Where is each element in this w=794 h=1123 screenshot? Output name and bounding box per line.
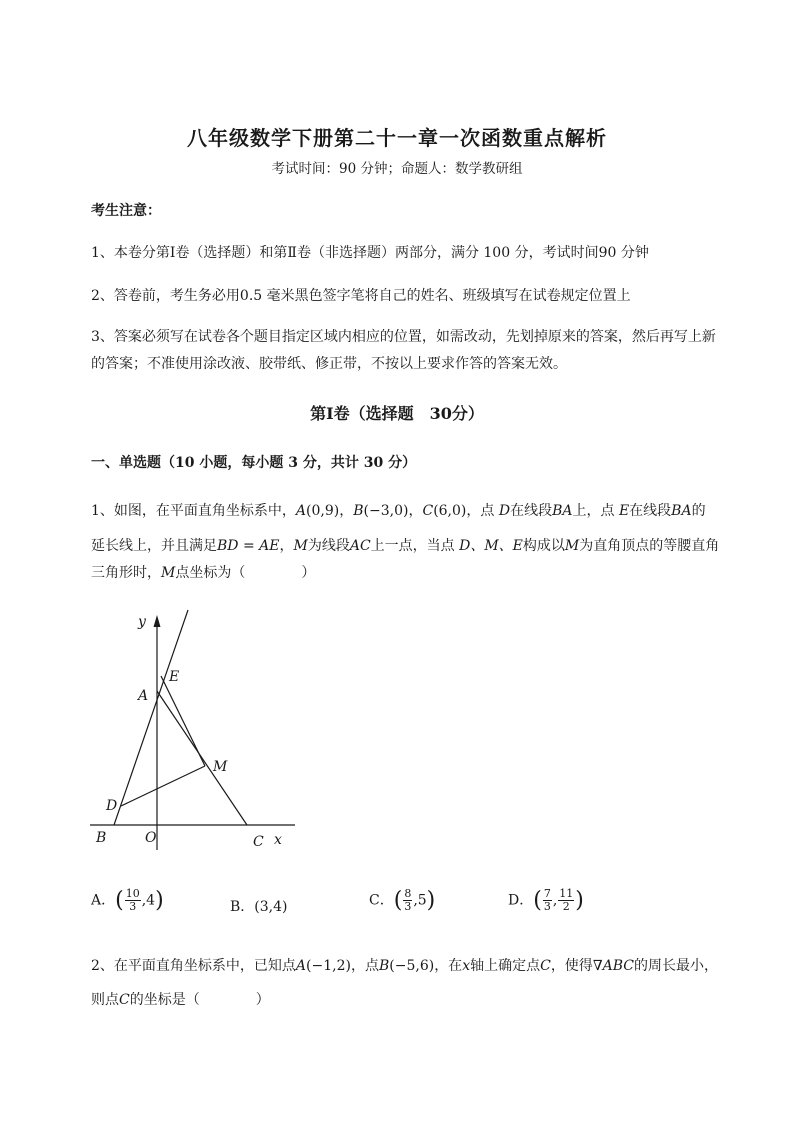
point-c-label: C	[119, 992, 130, 1008]
q1-text: 三角形时，	[91, 565, 161, 581]
segment-ba: BA	[552, 503, 573, 519]
option-letter: D．	[508, 892, 534, 909]
q1-text: 1、如图，在平面直角坐标系中，	[91, 503, 296, 519]
comma: ，	[339, 503, 354, 519]
question-group-title: 一、单选题（10 小题，每小题 3 分，共计 30 分）	[91, 455, 417, 471]
fraction: $\frac{7}{3}$	[543, 887, 551, 913]
option-value: (3,4)	[254, 899, 288, 915]
option-letter: A．	[91, 892, 116, 909]
section-title: 第Ⅰ卷（选择题 30分）	[310, 404, 484, 423]
option-letter: B．	[230, 899, 255, 915]
point-a-label: A	[295, 503, 307, 519]
point-e-label: E	[618, 503, 630, 519]
q1-line-3	[91, 562, 315, 582]
exam-info: 考试时间：90 分钟；命题人：数学教研组	[271, 161, 523, 177]
point-c-coord: (6,0)	[433, 503, 467, 519]
q1-text: ，	[279, 538, 294, 554]
point-c-label: C	[540, 958, 551, 974]
label-b: B	[96, 830, 107, 846]
label-d: D	[106, 798, 118, 814]
point-b-coord: (−5,6)	[389, 958, 435, 974]
q1-text: 构成以	[522, 538, 565, 554]
segment-em	[161, 676, 205, 766]
q2-line-1	[91, 955, 718, 975]
option-b[interactable]	[230, 896, 288, 916]
q2-text: 轴上确定点	[470, 958, 541, 974]
points-dme: D、M、E	[459, 538, 523, 554]
x-variable: x	[462, 958, 471, 974]
q2-text: 的周长最小，	[633, 958, 718, 974]
q2-text: 的坐标是（ ）	[129, 992, 270, 1008]
q1-text: 为线段	[307, 538, 350, 554]
label-c: C	[253, 834, 264, 850]
segment-ba: BA	[671, 503, 692, 519]
q1-text: ，点	[466, 503, 499, 519]
option-rest: ,5	[413, 892, 427, 909]
notice-item-3-cont: 的答案；不准使用涂改液、胶带纸、修正带，不按以上要求作答的答案无效。	[91, 356, 567, 372]
label-m: M	[213, 759, 228, 775]
option-letter: C．	[369, 892, 394, 909]
option-a[interactable]: A．( $\frac{10}{3}$ ,4)	[91, 887, 164, 913]
triangle-abc: ∇ABC	[592, 958, 634, 974]
label-a: A	[138, 688, 149, 704]
q2-text: ，点	[350, 958, 379, 974]
label-y: y	[138, 614, 146, 630]
equation-bd-ae: BD = AE	[217, 538, 280, 554]
y-axis-arrow	[154, 615, 161, 627]
line-ba-extended	[114, 610, 188, 825]
label-e: E	[169, 669, 180, 685]
option-rest: ,4	[141, 892, 156, 909]
option-d[interactable]: D．( $\frac{7}{3}$ , $\frac{11}{2}$ )	[508, 887, 584, 913]
fraction: $\frac{8}{3}$	[404, 887, 412, 913]
q1-text: 在线段	[510, 503, 553, 519]
q1-line-1	[91, 500, 706, 520]
point-c-label: C	[422, 503, 434, 519]
q2-text: 则点	[91, 992, 119, 1008]
segment-ac: AC	[349, 538, 371, 554]
q2-text: ，在	[434, 958, 463, 974]
point-a-label: A	[295, 958, 307, 974]
notice-item-3: 3、答案必须写在试卷各个题目指定区域内相应的位置，如需改动，先划掉原来的答案，然后再写上新	[91, 329, 716, 345]
q1-text: 点坐标为（ ）	[175, 565, 316, 581]
q2-text: 2、在平面直角坐标系中，已知点	[91, 958, 296, 974]
label-o: O	[145, 830, 157, 846]
point-d-label: D	[498, 503, 511, 519]
q1-text: 的	[691, 503, 706, 519]
q1-text: 在线段	[629, 503, 672, 519]
fraction: $\frac{11}{2}$	[559, 887, 574, 913]
q1-text: 上一点，当点	[370, 538, 460, 554]
point-b-label: B	[353, 503, 364, 519]
point-a-coord: (0,9)	[306, 503, 340, 519]
notice-heading: 考生注意：	[91, 203, 161, 219]
label-x: x	[274, 832, 282, 848]
point-m-label: M	[293, 538, 308, 554]
point-b-label: B	[378, 958, 390, 974]
point-m-label: M	[161, 565, 176, 581]
q2-text: ，使得	[550, 958, 593, 974]
q1-line-2	[91, 535, 719, 555]
point-a-coord: (−1,2)	[306, 958, 351, 974]
segment-ac	[157, 691, 247, 825]
point-b-coord: (−3,0)	[363, 503, 409, 519]
q1-text: 延长线上，并且满足	[91, 538, 217, 554]
notice-item-1: 1、本卷分第Ⅰ卷（选择题）和第Ⅱ卷（非选择题）两部分，满分 100 分，考试时间90 分钟	[91, 245, 649, 261]
notice-item-2: 2、答卷前，考生务必用0.5 毫米黑色签字笔将自己的姓名、班级填写在试卷规定位置上	[91, 288, 631, 304]
q1-text: 上，点	[572, 503, 619, 519]
q1-text: 为直角顶点的等腰直角	[579, 538, 720, 554]
q2-line-2	[91, 989, 270, 1009]
fraction: $\frac{10}{3}$	[125, 887, 140, 913]
segment-dm	[121, 766, 205, 806]
comma: ，	[408, 503, 423, 519]
page-title: 八年级数学下册第二十一章一次函数重点解析	[187, 126, 607, 150]
option-c[interactable]: C．( $\frac{8}{3}$ ,5)	[369, 887, 436, 913]
coordinate-figure	[85, 605, 300, 855]
point-m-label: M	[564, 538, 580, 554]
